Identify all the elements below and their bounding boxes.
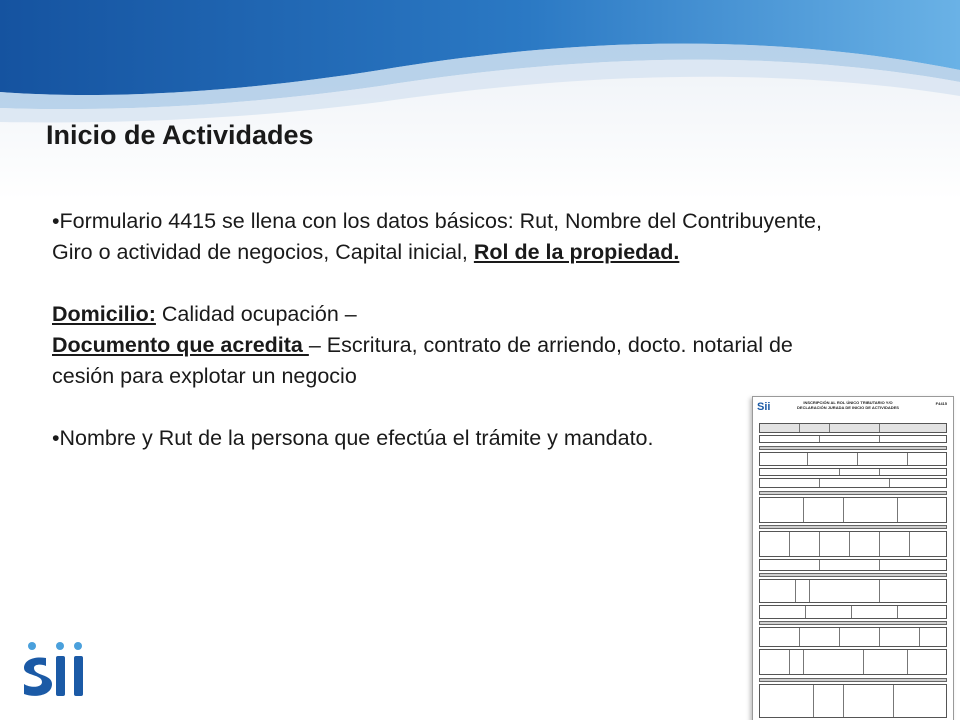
form-row xyxy=(759,452,947,466)
bullet-formulario-text: •Formulario 4415 se llena con los datos básicos: Rut, Nombre del Contribuyente, Giro o actividad de negocios, Capital inicial, xyxy=(52,209,822,264)
form-row xyxy=(759,531,947,557)
form-section-band xyxy=(759,621,947,625)
form-section-band xyxy=(759,446,947,450)
form-row xyxy=(759,649,947,675)
form-code: F4415 xyxy=(935,401,947,406)
bullet-nombre-rut: •Nombre y Rut de la persona que efectúa el trámite y mandato. xyxy=(52,426,654,450)
form-row xyxy=(759,684,947,718)
domicilio-label: Domicilio: xyxy=(52,302,156,326)
form-heading: INSCRIPCIÓN AL ROL ÚNICO TRIBUTARIO Y/O DECLARACIÓN JURADA DE INICIO DE ACTIVIDADES xyxy=(797,400,899,410)
rol-propiedad-emphasis: Rol de la propiedad. xyxy=(473,240,680,264)
slide-title: Inicio de Actividades xyxy=(46,120,314,150)
form-section-band xyxy=(759,573,947,577)
sii-logo-icon xyxy=(20,640,90,700)
form-4415-thumbnail xyxy=(752,396,954,720)
bullet-formulario xyxy=(52,206,852,268)
form-section-band xyxy=(759,678,947,682)
form-row xyxy=(759,497,947,523)
form-row xyxy=(759,579,947,603)
form-header xyxy=(753,397,953,423)
slide-body xyxy=(52,206,852,454)
documento-label: Documento que acredita xyxy=(52,333,309,357)
domicilio-line xyxy=(52,299,852,330)
documento-line xyxy=(52,330,852,392)
header-wave-decoration xyxy=(0,0,960,200)
form-row xyxy=(759,423,947,433)
form-row xyxy=(759,605,947,619)
form-section-band xyxy=(759,525,947,529)
form-section-band xyxy=(759,491,947,495)
documento-text: – Escritura, contrato de arriendo, docto. notarial de cesión para explotar un negocio xyxy=(52,333,793,388)
form-row xyxy=(759,627,947,647)
domicilio-text: Calidad ocupación – xyxy=(155,302,357,326)
form-row xyxy=(759,478,947,488)
form-row xyxy=(759,468,947,476)
form-row xyxy=(759,435,947,443)
form-sii-logo: Sii xyxy=(757,401,771,413)
form-row xyxy=(759,559,947,571)
